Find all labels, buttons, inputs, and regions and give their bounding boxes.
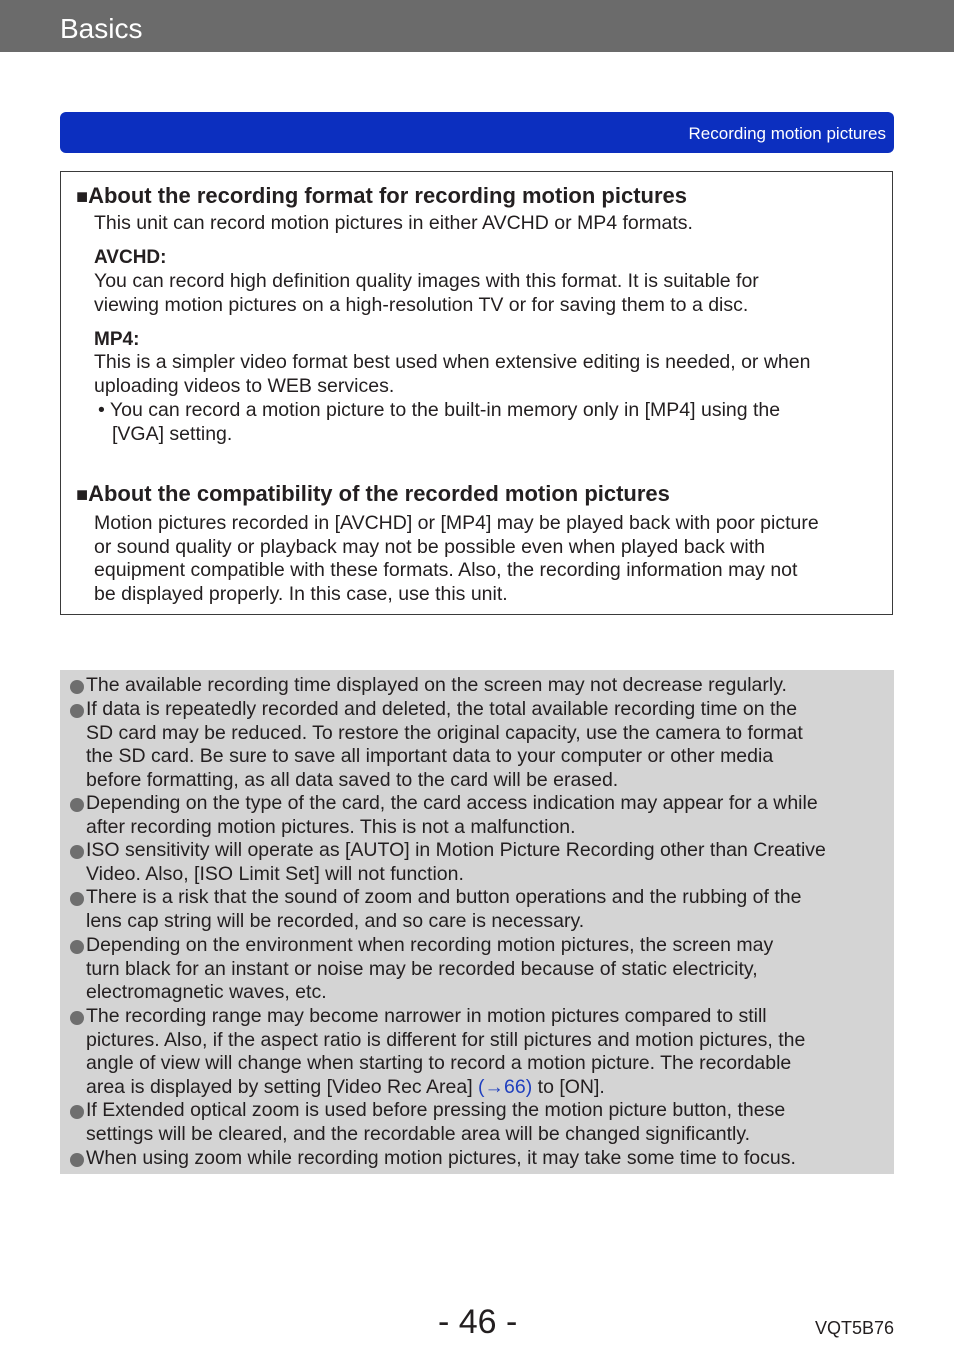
note-line-text: to [ON].: [532, 1075, 605, 1098]
bullet-dot-icon: [70, 704, 84, 718]
note-line: SD card may be reduced. To restore the original capacity, use the camera to format: [86, 721, 803, 744]
section-label: Recording motion pictures: [688, 124, 886, 143]
avchd-line: You can record high definition quality images with this format. It is suitable for: [94, 270, 759, 292]
notes-box: [60, 670, 894, 1174]
note-line: The available recording time displayed on the screen may not decrease regularly.: [86, 674, 787, 696]
note-line: [86, 1076, 605, 1100]
mp4-line: uploading videos to WEB services.: [94, 375, 395, 397]
compat-line: or sound quality or playback may not be possible even when played back with: [94, 536, 765, 558]
avchd-label: AVCHD:: [94, 247, 167, 268]
note-line: the SD card. Be sure to save all important data to your computer or other media: [86, 745, 774, 768]
bullet-dot-icon: [70, 680, 84, 694]
note-line: turn black for an instant or noise may be recorded because of static electricity,: [86, 957, 758, 980]
section-bar: [60, 112, 894, 153]
note-line: When using zoom while recording motion pictures, it may take some time to focus.: [86, 1147, 796, 1169]
mp4-line: This is a simpler video format best used when extensive editing is needed, or when: [94, 351, 811, 373]
note-line: If data is repeatedly recorded and deleted, the total available recording time on the: [86, 698, 798, 720]
compat-heading-text: About the compatibility of the recorded motion pictures: [88, 481, 670, 506]
note-line: angle of view will change when starting to record a motion picture. The recordable: [86, 1052, 792, 1075]
square-bullet-icon: ■: [76, 484, 89, 506]
mp4-bullet-line: [VGA] setting.: [112, 423, 233, 445]
bullet-dot-icon: [70, 1011, 84, 1025]
mp4-bullet-line: You can record a motion picture to the built-in memory only in [MP4] using the: [109, 399, 781, 421]
note-line: Depending on the environment when recording motion pictures, the screen may: [86, 934, 774, 956]
square-bullet-icon: ■: [76, 186, 89, 208]
note-line: There is a risk that the sound of zoom and button operations and the rubbing of the: [86, 886, 802, 908]
page-reference-link[interactable]: (→66): [478, 1075, 533, 1098]
bullet-dot-icon: [70, 892, 84, 906]
bullet-dot-icon: [70, 1105, 84, 1119]
format-intro: This unit can record motion pictures in either AVCHD or MP4 formats.: [94, 212, 693, 234]
note-line: settings will be cleared, and the recordable area will be changed significantly.: [86, 1122, 751, 1145]
note-line: Depending on the type of the card, the card access indication may appear for a while: [86, 792, 818, 814]
note-line: ISO sensitivity will operate as [AUTO] in Motion Picture Recording other than Creative: [86, 839, 826, 861]
page-number: - 46 -: [438, 1303, 518, 1341]
avchd-line: viewing motion pictures on a high-resolution TV or for saving them to a disc.: [94, 294, 749, 316]
note-line: pictures. Also, if the aspect ratio is different for still pictures and motion pictures, the: [86, 1028, 806, 1051]
bullet-dot-icon: [70, 940, 84, 954]
mp4-label: MP4:: [94, 329, 140, 350]
bullet-dot-icon: [70, 798, 84, 812]
note-line: electromagnetic waves, etc.: [86, 981, 327, 1004]
bullet-dot-icon: [70, 845, 84, 859]
compat-heading: [76, 480, 670, 509]
compat-line: equipment compatible with these formats. Also, the recording information may not: [94, 559, 798, 581]
note-line: Video. Also, [ISO Limit Set] will not function.: [86, 862, 464, 885]
format-heading-text: About the recording format for recording motion pictures: [88, 183, 688, 208]
note-line-text: area is displayed by setting [Video Rec Area]: [86, 1075, 479, 1098]
compat-line: Motion pictures recorded in [AVCHD] or [MP4] may be played back with poor picture: [94, 512, 819, 534]
note-line: If Extended optical zoom is used before pressing the motion picture button, these: [86, 1099, 786, 1121]
note-line: The recording range may become narrower in motion pictures compared to still: [86, 1005, 767, 1027]
bullet-dot-icon: [70, 1153, 84, 1167]
format-heading: [76, 182, 687, 211]
document-code: VQT5B76: [814, 1318, 894, 1338]
compat-line: be displayed properly. In this case, use this unit.: [94, 583, 508, 605]
note-line: after recording motion pictures. This is not a malfunction.: [86, 815, 576, 838]
recording-format-box: [60, 171, 893, 615]
note-line: before formatting, as all data saved to the card will be erased.: [86, 768, 619, 791]
mp4-bullet-note: [98, 399, 780, 423]
note-line: lens cap string will be recorded, and so care is necessary.: [86, 909, 585, 932]
header-title: Basics: [60, 13, 143, 44]
bullet-icon: •: [98, 399, 105, 421]
header-bar: [0, 0, 954, 52]
